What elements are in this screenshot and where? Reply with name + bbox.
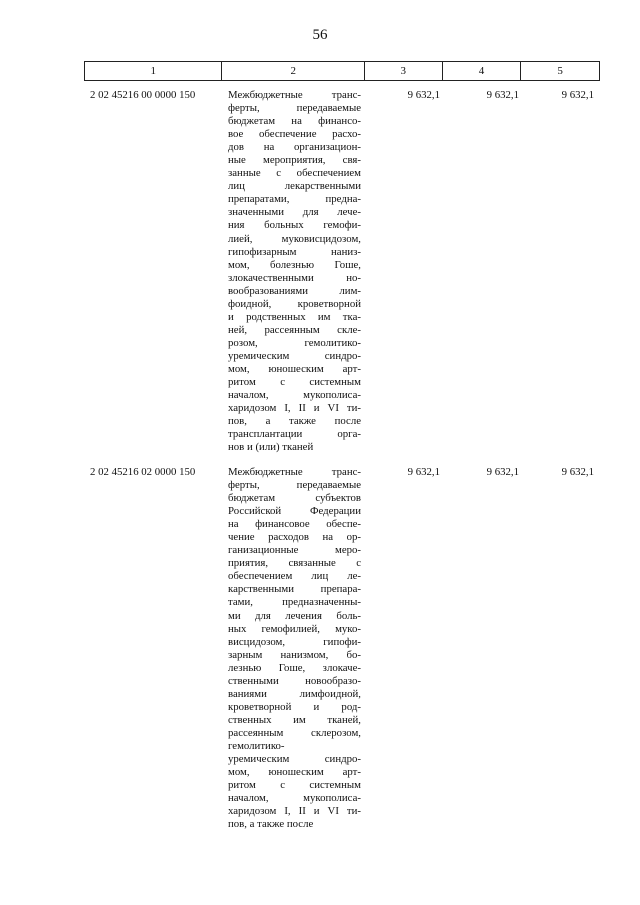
description-line: обеспечением лиц ле-: [228, 570, 361, 583]
page-number: 56: [312, 27, 328, 43]
description-line: ферты, передаваемые: [228, 479, 361, 492]
value-col-3: 9 632,1: [407, 89, 440, 101]
description-line: уремическим синдро-: [228, 349, 361, 362]
description-line: препаратами, предна-: [228, 193, 361, 206]
description-line: харидозом I, II и VI ти-: [228, 805, 361, 818]
description-line: пов, а также после: [228, 818, 314, 831]
value-col-4: 9 632,1: [486, 466, 519, 478]
description-line: началом, мукополиса-: [228, 389, 361, 402]
description-line: ственными новообразо-: [228, 674, 361, 687]
value-col-3: 9 632,1: [407, 466, 440, 478]
description-line: зарным нанизмом, бо-: [228, 648, 361, 661]
column-header: 5: [557, 65, 563, 77]
description-line: лией, муковисцидозом,: [228, 232, 361, 245]
description-line: трансплантации орга-: [228, 428, 361, 441]
description-line: Межбюджетные транс-: [228, 466, 361, 478]
budget-code: 2 02 45216 02 0000 150: [90, 466, 196, 478]
budget-code: 2 02 45216 00 0000 150: [90, 89, 196, 101]
description-line: пов, а также после: [228, 415, 361, 428]
description-line: ваниями лимфоидной,: [228, 687, 361, 700]
column-header: 4: [443, 62, 522, 80]
description-line: гемолитико-: [228, 739, 285, 752]
description-line: и родственных им тка-: [228, 310, 361, 323]
value-col-5: 9 632,1: [561, 89, 594, 101]
description-line: Российской Федерации: [228, 505, 361, 518]
description-line: занные с обеспечением: [228, 167, 361, 180]
description-line: мом, юношеским арт-: [228, 362, 361, 375]
description-line: чение расходов на ор-: [228, 531, 361, 544]
description-line: фоидной, кроветворной: [228, 297, 361, 310]
description-line: ных гемофилией, муко-: [228, 622, 361, 635]
description-line: вое обеспечение расхо-: [228, 128, 361, 141]
description-line: лезнью Гоше, злокаче-: [228, 661, 361, 674]
description-line: нов и (или) тканей: [228, 441, 314, 454]
description-line: ферты, передаваемые: [228, 102, 361, 115]
description-line: гипофизарным наниз-: [228, 245, 361, 258]
description-line: бюджетам субъектов: [228, 492, 361, 505]
table-header: [84, 61, 600, 81]
description-line: тами, предназначенны-: [228, 596, 361, 609]
description-line: мом, болезнью Гоше,: [228, 258, 361, 271]
description-line: ми для лечения боль-: [228, 609, 361, 622]
description-line: уремическим синдро-: [228, 753, 361, 766]
description-line: кроветворной и род-: [228, 700, 361, 713]
description-line: ганизационные меро-: [228, 544, 361, 557]
description-line: мом, юношеским арт-: [228, 766, 361, 779]
description-line: висцидозом, гипофи-: [228, 635, 361, 648]
description-line: значенными для лече-: [228, 206, 361, 219]
value-col-4: 9 632,1: [486, 89, 519, 101]
description-line: злокачественными но-: [228, 271, 361, 284]
description-line: началом, мукополиса-: [228, 792, 361, 805]
description-line: ней, рассеянным скле-: [228, 323, 361, 336]
description-line: харидозом I, II и VI ти-: [228, 402, 361, 415]
description-line: дов на организацион-: [228, 141, 361, 154]
description-line: лиц лекарственными: [228, 180, 361, 193]
description-line: ритом с системным: [228, 779, 361, 792]
description-line: рассеянным склерозом,: [228, 726, 361, 739]
description-line: ственных им тканей,: [228, 713, 361, 726]
description-line: Межбюджетные транс-: [228, 89, 361, 101]
description-line: на финансовое обеспе-: [228, 518, 361, 531]
row-description: [228, 89, 361, 454]
description-line: бюджетам на финансо-: [228, 115, 361, 128]
description-line: вообразованиями лим-: [228, 284, 361, 297]
description-line: карственными препара-: [228, 583, 361, 596]
column-header: 2: [222, 62, 364, 80]
description-line: ния больных гемофи-: [228, 219, 361, 232]
description-line: ные мероприятия, свя-: [228, 154, 361, 167]
description-line: ритом с системным: [228, 376, 361, 389]
column-header: 1: [85, 62, 222, 80]
description-line: розом, гемолитико-: [228, 336, 361, 349]
column-header: 3: [365, 62, 443, 80]
description-line: приятия, связанные с: [228, 557, 361, 570]
row-description: [228, 466, 361, 831]
value-col-5: 9 632,1: [561, 466, 594, 478]
